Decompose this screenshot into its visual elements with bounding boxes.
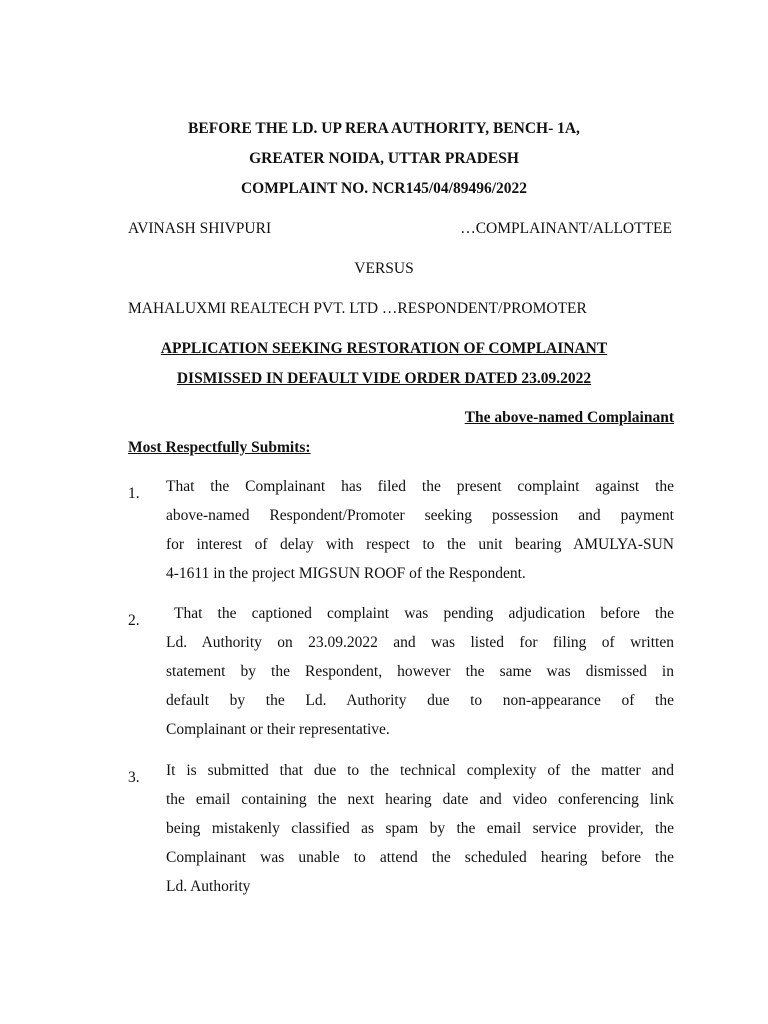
header-court-line: BEFORE THE LD. UP RERA AUTHORITY, BENCH- 1A, [188,120,580,137]
paragraph-line: Ld. Authority [166,878,251,895]
complainant-role: …COMPLAINANT/ALLOTTEE [460,220,672,237]
paragraph-2 [166,599,674,744]
paragraph-line: That the captioned complaint was pending adjudication before the [174,605,674,622]
paragraph-3 [166,756,674,901]
above-named-complainant: The above-named Complainant [464,409,674,426]
paragraph-line: above-named Respondent/Promoter seeking possession and payment [166,507,674,524]
paragraph-line: default by the Ld. Authority due to non-appearance of the [166,692,674,709]
paragraph-line: Complainant or their representative. [166,721,390,738]
paragraph-line: Complainant was unable to attend the scheduled hearing before the [166,849,674,866]
paragraph-1-number: 1. [128,485,140,502]
application-title-line-1: APPLICATION SEEKING RESTORATION OF COMPLAINANT [160,340,608,357]
respondent-line: MAHALUXMI REALTECH PVT. LTD …RESPONDENT/PROMOTER [128,300,587,317]
paragraph-line: the email containing the next hearing date and video conferencing link [166,791,674,808]
paragraph-line: Ld. Authority on 23.09.2022 and was listed for filing of written [166,634,674,651]
paragraph-line: for interest of delay with respect to the unit bearing AMULYA-SUN [166,536,674,553]
paragraph-2-number: 2. [128,612,140,629]
application-title-line-2: DISMISSED IN DEFAULT VIDE ORDER DATED 23.09.2022 [176,370,592,387]
paragraph-3-number: 3. [128,769,140,786]
paragraph-line: That the Complainant has filed the present complaint against the [166,478,674,495]
versus-label: VERSUS [354,260,414,277]
header-location-line: GREATER NOIDA, UTTAR PRADESH [249,150,519,167]
paragraph-line: It is submitted that due to the technical complexity of the matter and [166,762,674,779]
complainant-name: AVINASH SHIVPURI [128,220,272,237]
paragraph-line: statement by the Respondent, however the same was dismissed in [166,663,674,680]
header-complaint-number: COMPLAINT NO. NCR145/04/89496/2022 [240,180,528,197]
paragraph-line: 4-1611 in the project MIGSUN ROOF of the Respondent. [166,565,526,582]
paragraph-1 [166,472,674,588]
most-respectfully-submits: Most Respectfully Submits: [128,439,311,456]
paragraph-line: being mistakenly classified as spam by the email service provider, the [166,820,674,837]
